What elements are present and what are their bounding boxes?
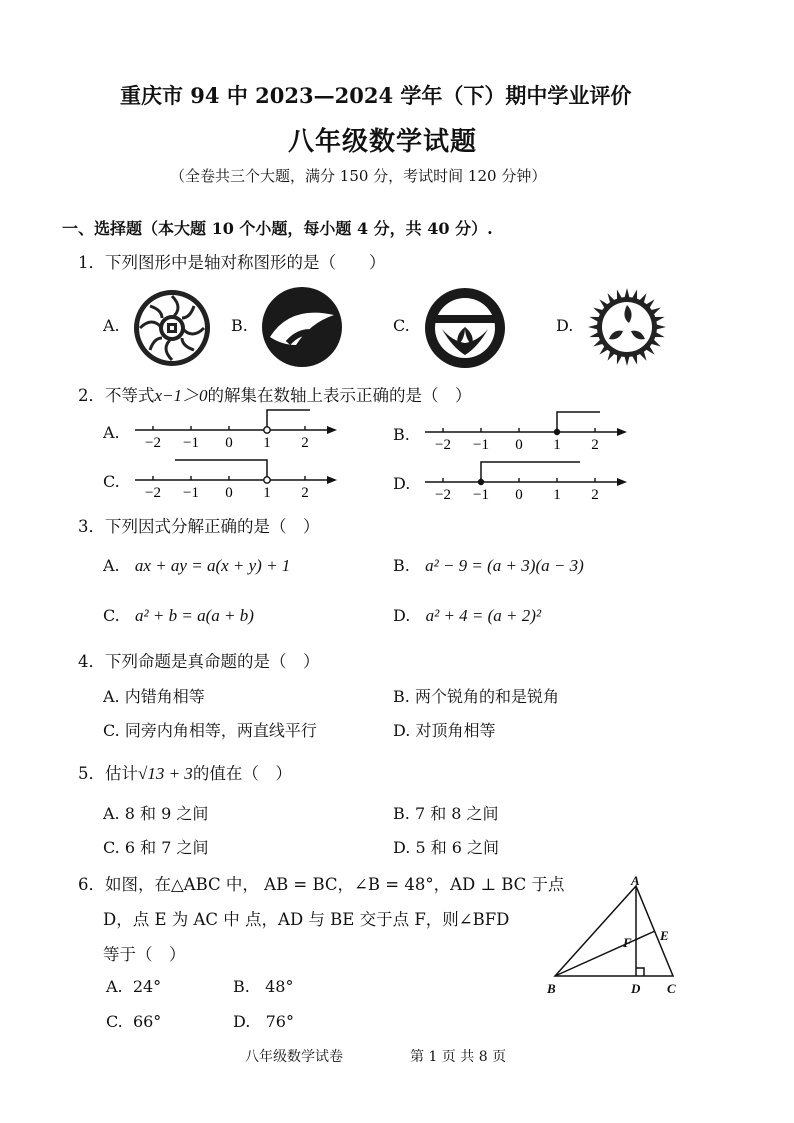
q2-stem-math: x−1＞0 bbox=[154, 386, 208, 405]
circle-emblem-icon bbox=[422, 285, 508, 371]
q1-stem: 1．下列图形中是轴对称图形的是（ ） bbox=[78, 253, 386, 272]
q1-label-d: D. bbox=[556, 316, 574, 335]
sun-ray bbox=[624, 356, 629, 366]
open-circle-marker bbox=[264, 427, 270, 433]
tick-label: −2 bbox=[435, 487, 451, 503]
q2-stem bbox=[78, 381, 472, 406]
q4-option-c bbox=[103, 718, 317, 741]
q2-label-a: A. bbox=[103, 423, 120, 442]
q5-d-text: 5 和 6 之间 bbox=[415, 838, 500, 857]
q4-option-d bbox=[393, 718, 495, 741]
point-c-label: C bbox=[667, 981, 676, 996]
q3-b-text: a² − 9 = (a + 3)(a − 3) bbox=[425, 556, 584, 575]
q1-label-b: B. bbox=[231, 316, 248, 335]
sun-ray bbox=[624, 288, 629, 298]
tick-label: 1 bbox=[263, 485, 271, 501]
tick-label: 1 bbox=[263, 435, 271, 451]
q6-c-text: 66° bbox=[132, 1012, 162, 1031]
q6-d-text: 76° bbox=[265, 1012, 294, 1031]
q3-c-text: a² + b = a(a + b) bbox=[135, 606, 254, 625]
q6-line3: 等于（ ） bbox=[103, 945, 186, 964]
exam-note: （全卷共三个大题，满分 150 分，考试时间 120 分钟） bbox=[170, 167, 547, 185]
q5-c-label: C. bbox=[103, 838, 120, 857]
q5-stem-pre: 5．估计 bbox=[78, 764, 138, 783]
point-e-label: E bbox=[660, 928, 669, 943]
number-line-a bbox=[125, 405, 345, 455]
q4-option-b bbox=[393, 684, 559, 707]
point-f-label: F bbox=[623, 935, 632, 950]
tick-label: 0 bbox=[225, 435, 233, 451]
q2-stem-pre: 2．不等式 bbox=[78, 386, 155, 405]
tick-label: −1 bbox=[473, 437, 489, 453]
q6-option-c bbox=[106, 1012, 161, 1031]
closed-circle-marker bbox=[478, 479, 484, 485]
tick-label: −1 bbox=[183, 485, 199, 501]
section-heading: 一、选择题（本大题 10 个小题，每小题 4 分，共 40 分）. bbox=[62, 219, 493, 238]
tick-label: 2 bbox=[591, 437, 599, 453]
q5-a-text: 8 和 9 之间 bbox=[124, 804, 209, 823]
q1-label-a: A. bbox=[103, 316, 120, 335]
sun-gear-icon bbox=[587, 287, 667, 367]
q4-d-text: 对顶角相等 bbox=[415, 721, 496, 740]
q5-stem-post: 的值在（ ） bbox=[192, 764, 292, 783]
q4-c-label: C. bbox=[103, 721, 120, 740]
q2-label-d: D. bbox=[393, 474, 411, 493]
tick-label: −1 bbox=[473, 487, 489, 503]
triangle-figure bbox=[545, 875, 695, 1000]
q6-option-d bbox=[233, 1012, 294, 1031]
q6-line1: 6．如图，在△ABC 中， AB = BC，∠B = 48°，AD ⊥ BC 于点 bbox=[78, 875, 565, 894]
tick-label: 2 bbox=[301, 485, 309, 501]
open-circle-marker bbox=[264, 477, 270, 483]
q6-d-label: D. bbox=[233, 1012, 251, 1031]
q6-option-a bbox=[106, 977, 161, 996]
tick-label: 2 bbox=[301, 435, 309, 451]
q6-b-label: B. bbox=[233, 977, 250, 996]
q6-b-text: 48° bbox=[265, 977, 294, 996]
number-line-b bbox=[415, 407, 635, 457]
sun-ray bbox=[588, 324, 598, 329]
q4-a-label: A. bbox=[103, 687, 120, 706]
tick-label: 1 bbox=[553, 437, 561, 453]
tick-label: −2 bbox=[435, 437, 451, 453]
q3-option-d bbox=[393, 606, 541, 626]
triangle-abc bbox=[555, 886, 673, 976]
q5-stem-math: √13 + 3 bbox=[138, 764, 193, 783]
q5-b-label: B. bbox=[393, 804, 410, 823]
q5-stem bbox=[78, 760, 292, 784]
q4-b-label: B. bbox=[393, 687, 410, 706]
q3-d-text: a² + 4 = (a + 2)² bbox=[425, 606, 542, 625]
q5-option-b bbox=[393, 801, 499, 824]
exam-subtitle: 八年级数学试题 bbox=[288, 127, 478, 157]
footer-page: 第 1 页 共 8 页 bbox=[410, 1049, 507, 1065]
exam-title: 重庆市 94 中 2023—2024 学年（下）期中学业评价 bbox=[120, 83, 632, 108]
q6-c-label: C. bbox=[106, 1012, 123, 1031]
q3-option-b bbox=[393, 556, 584, 576]
q4-stem: 4．下列命题是真命题的是（ ） bbox=[78, 652, 320, 671]
q6-a-text: 24° bbox=[132, 977, 162, 996]
q4-a-text: 内错角相等 bbox=[124, 687, 205, 706]
point-b-label: B bbox=[547, 981, 556, 996]
number-line-c bbox=[125, 455, 345, 505]
segment-be bbox=[555, 931, 655, 976]
q6-option-b bbox=[233, 977, 293, 996]
q6-a-label: A. bbox=[106, 977, 123, 996]
q3-option-a bbox=[103, 556, 290, 576]
q4-option-a bbox=[103, 684, 205, 707]
q3-c-label: C. bbox=[103, 606, 120, 625]
q3-stem: 3．下列因式分解正确的是（ ） bbox=[78, 517, 320, 536]
q5-option-c bbox=[103, 835, 208, 858]
yin-yang-leaf-icon bbox=[260, 285, 344, 369]
q4-b-text: 两个锐角的和是锐角 bbox=[414, 687, 559, 706]
q5-a-label: A. bbox=[103, 804, 120, 823]
q2-label-c: C. bbox=[103, 472, 120, 491]
q5-option-d bbox=[393, 835, 499, 858]
q4-d-label: D. bbox=[393, 721, 411, 740]
q3-option-c bbox=[103, 606, 254, 626]
q3-a-label: A. bbox=[103, 556, 120, 575]
sun-ray bbox=[656, 324, 666, 329]
q5-c-text: 6 和 7 之间 bbox=[124, 838, 209, 857]
tick-label: 0 bbox=[515, 437, 523, 453]
point-a-label: A bbox=[631, 875, 640, 888]
circular-coin-pattern-icon bbox=[132, 288, 212, 368]
tick-label: −2 bbox=[145, 435, 161, 451]
q6-line2: D，点 E 为 AC 中 点，AD 与 BE 交于点 F，则∠BFD bbox=[103, 910, 510, 929]
tick-label: 0 bbox=[225, 485, 233, 501]
q4-c-text: 同旁内角相等，两直线平行 bbox=[124, 721, 317, 740]
q5-b-text: 7 和 8 之间 bbox=[414, 804, 499, 823]
q5-option-a bbox=[103, 801, 208, 824]
q2-stem-post: 的解集在数轴上表示正确的是（ ） bbox=[207, 386, 472, 405]
q1-label-c: C. bbox=[393, 316, 410, 335]
q3-d-label: D. bbox=[393, 606, 411, 625]
closed-circle-marker bbox=[554, 429, 560, 435]
q3-a-text: ax + ay = a(x + y) + 1 bbox=[134, 556, 291, 575]
tick-label: 0 bbox=[515, 487, 523, 503]
tick-label: −1 bbox=[183, 435, 199, 451]
tick-label: 1 bbox=[553, 487, 561, 503]
q5-d-label: D. bbox=[393, 838, 411, 857]
number-line-d bbox=[415, 457, 635, 507]
right-angle-mark bbox=[636, 968, 644, 976]
tick-label: 2 bbox=[591, 487, 599, 503]
point-d-label: D bbox=[631, 981, 641, 996]
tick-label: −2 bbox=[145, 485, 161, 501]
q2-label-b: B. bbox=[393, 425, 410, 444]
footer-left: 八年级数学试卷 bbox=[245, 1049, 343, 1065]
q3-b-label: B. bbox=[393, 556, 410, 575]
